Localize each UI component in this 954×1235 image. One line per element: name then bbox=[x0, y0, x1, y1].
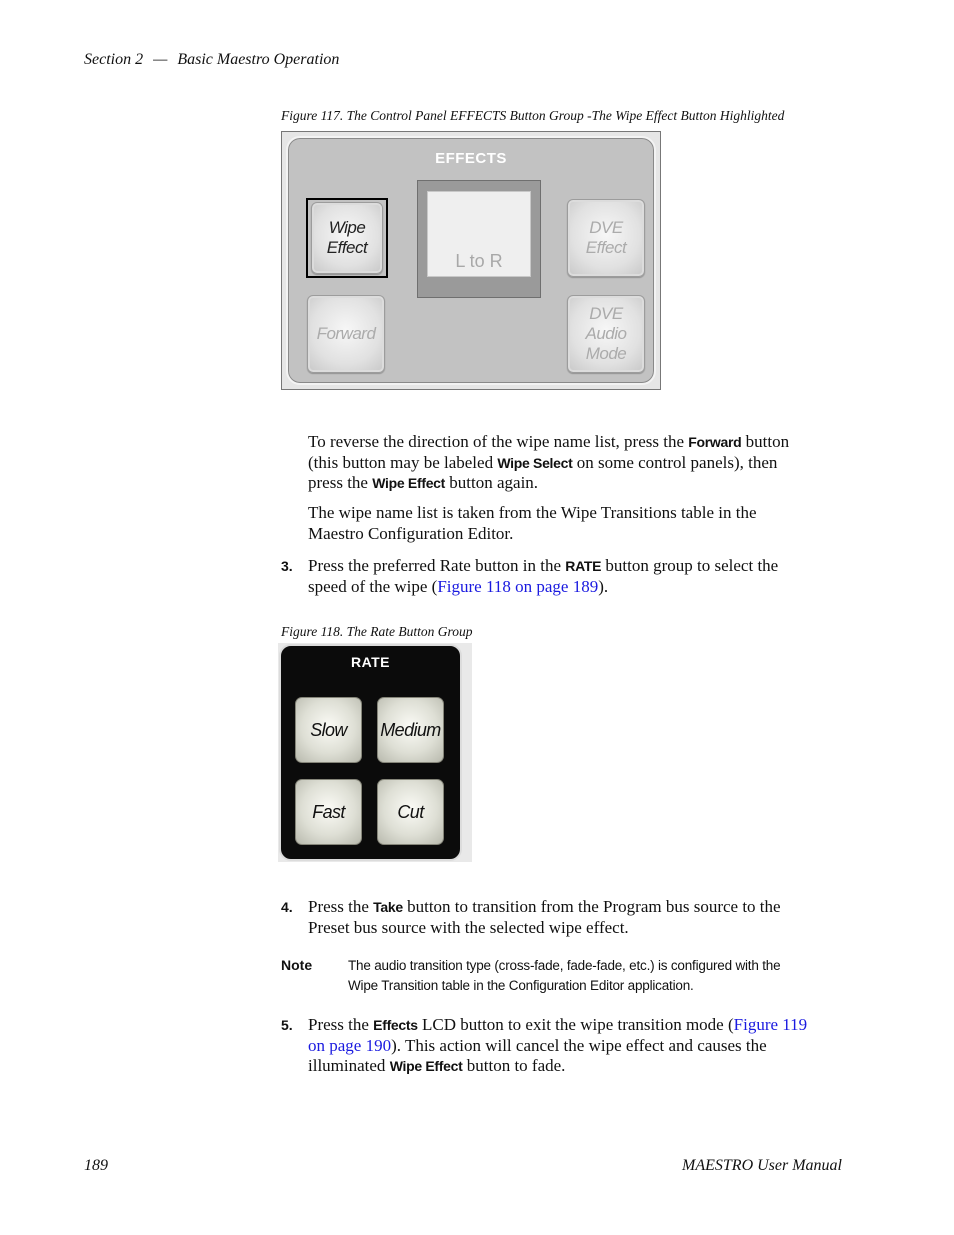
step-3-number: 3. bbox=[281, 558, 293, 574]
page-header bbox=[84, 51, 339, 69]
figure-117-caption: Figure 117. The Control Panel EFFECTS Button Group -The Wipe Effect Button Highlighted bbox=[281, 108, 785, 123]
wipe-select-term: Wipe Select bbox=[497, 454, 573, 471]
rate-panel-title: RATE bbox=[350, 654, 391, 670]
dve-effect-label-2: Effect bbox=[585, 238, 627, 257]
step3-text-3: speed of the wipe ( bbox=[308, 576, 438, 596]
para1-text-1: To reverse the direction of the wipe name list, press the bbox=[308, 432, 689, 451]
cut-button[interactable]: Cut bbox=[377, 779, 444, 845]
lcd-display-bezel bbox=[417, 180, 541, 298]
step-4-number: 4. bbox=[281, 899, 293, 915]
note-line-1: The audio transition type (cross-fade, fade-fade, etc.) is configured with the bbox=[348, 958, 781, 973]
para1-text-4: on some control panels), then bbox=[572, 452, 778, 472]
lcd-display[interactable] bbox=[427, 191, 531, 277]
wipe-effect-term-2: Wipe Effect bbox=[389, 1058, 463, 1074]
figure-119-link-part-2[interactable]: on page 190 bbox=[308, 1035, 392, 1055]
dve-effect-button[interactable] bbox=[567, 199, 645, 277]
para2-line-1: The wipe name list is taken from the Wipe Transitions table in the bbox=[308, 503, 757, 522]
step4-text-2: button to transition from the Program bus source to the bbox=[402, 897, 781, 916]
slow-button[interactable]: Slow bbox=[295, 697, 362, 763]
note-text bbox=[348, 956, 848, 995]
dve-audio-label-3: Mode bbox=[585, 344, 627, 363]
para1-text-3: (this button may be labeled bbox=[308, 452, 498, 472]
dve-audio-label-2: Audio bbox=[585, 324, 627, 343]
effects-panel-image bbox=[281, 131, 661, 390]
effects-panel-face bbox=[286, 136, 656, 385]
step5-text-2: LCD button to exit the wipe transition mode ( bbox=[417, 1015, 734, 1034]
note-line-2: Wipe Transition table in the Configuration Editor application. bbox=[348, 977, 694, 993]
page-number: 189 bbox=[84, 1157, 108, 1174]
effects-panel-title: EFFECTS bbox=[435, 150, 507, 167]
dve-effect-label-1: DVE bbox=[589, 218, 623, 237]
effects-term: Effects bbox=[373, 1017, 418, 1033]
para1-text-5: press the bbox=[308, 473, 373, 492]
medium-button[interactable]: Medium bbox=[377, 697, 444, 763]
take-term: Take bbox=[373, 899, 403, 915]
forward-button[interactable] bbox=[307, 295, 385, 373]
wipe-effect-label-1: Wipe bbox=[328, 218, 366, 237]
wipe-effect-term: Wipe Effect bbox=[372, 475, 446, 491]
para1-text-2: button bbox=[741, 432, 790, 451]
header-section: Section 2 bbox=[84, 51, 144, 68]
dve-audio-mode-button[interactable] bbox=[567, 295, 645, 373]
step4-text-3: Preset bus source with the selected wipe effect. bbox=[308, 917, 629, 937]
step3-text-1: Press the preferred Rate button in the bbox=[308, 556, 566, 575]
figure-118-link[interactable]: Figure 118 on page 189 bbox=[437, 576, 599, 596]
paragraph-reverse-direction bbox=[308, 432, 848, 494]
dve-audio-label-1: DVE bbox=[589, 304, 623, 323]
rate-panel-face bbox=[279, 644, 462, 861]
step-5-number: 5. bbox=[281, 1017, 293, 1033]
para2-line-2: Maestro Configuration Editor. bbox=[308, 523, 514, 543]
note-label: Note bbox=[281, 957, 313, 973]
fast-button[interactable]: Fast bbox=[295, 779, 362, 845]
wipe-effect-label-2: Effect bbox=[326, 238, 368, 257]
step4-text-1: Press the bbox=[308, 897, 374, 916]
figure-118-caption: Figure 118. The Rate Button Group bbox=[281, 624, 473, 639]
header-title: Basic Maestro Operation bbox=[177, 51, 340, 68]
step5-text-3: ). This action will cancel the wipe effect and causes the bbox=[391, 1035, 767, 1055]
paragraph-wipe-list-source bbox=[308, 503, 848, 544]
rate-term: RATE bbox=[565, 558, 602, 574]
wipe-effect-button[interactable] bbox=[311, 202, 383, 274]
step3-text-2: button group to select the bbox=[601, 556, 779, 575]
step5-text-4: illuminated bbox=[308, 1056, 390, 1075]
step3-text-4: ). bbox=[598, 576, 609, 596]
step-5-text bbox=[308, 1015, 853, 1077]
figure-119-link-part-1[interactable]: Figure 119 bbox=[733, 1015, 808, 1034]
rate-panel-image bbox=[278, 643, 472, 862]
lcd-display-text: L to R bbox=[455, 251, 503, 271]
forward-label: Forward bbox=[316, 324, 376, 343]
step5-text-5: button to fade. bbox=[462, 1056, 566, 1075]
manual-title: MAESTRO User Manual bbox=[682, 1157, 842, 1174]
header-dash: — bbox=[153, 51, 168, 68]
forward-term: Forward bbox=[688, 434, 742, 450]
step-4-text bbox=[308, 897, 848, 938]
step5-text-1: Press the bbox=[308, 1015, 374, 1034]
para1-text-6: button again. bbox=[445, 473, 539, 492]
step-3-text bbox=[308, 556, 848, 597]
